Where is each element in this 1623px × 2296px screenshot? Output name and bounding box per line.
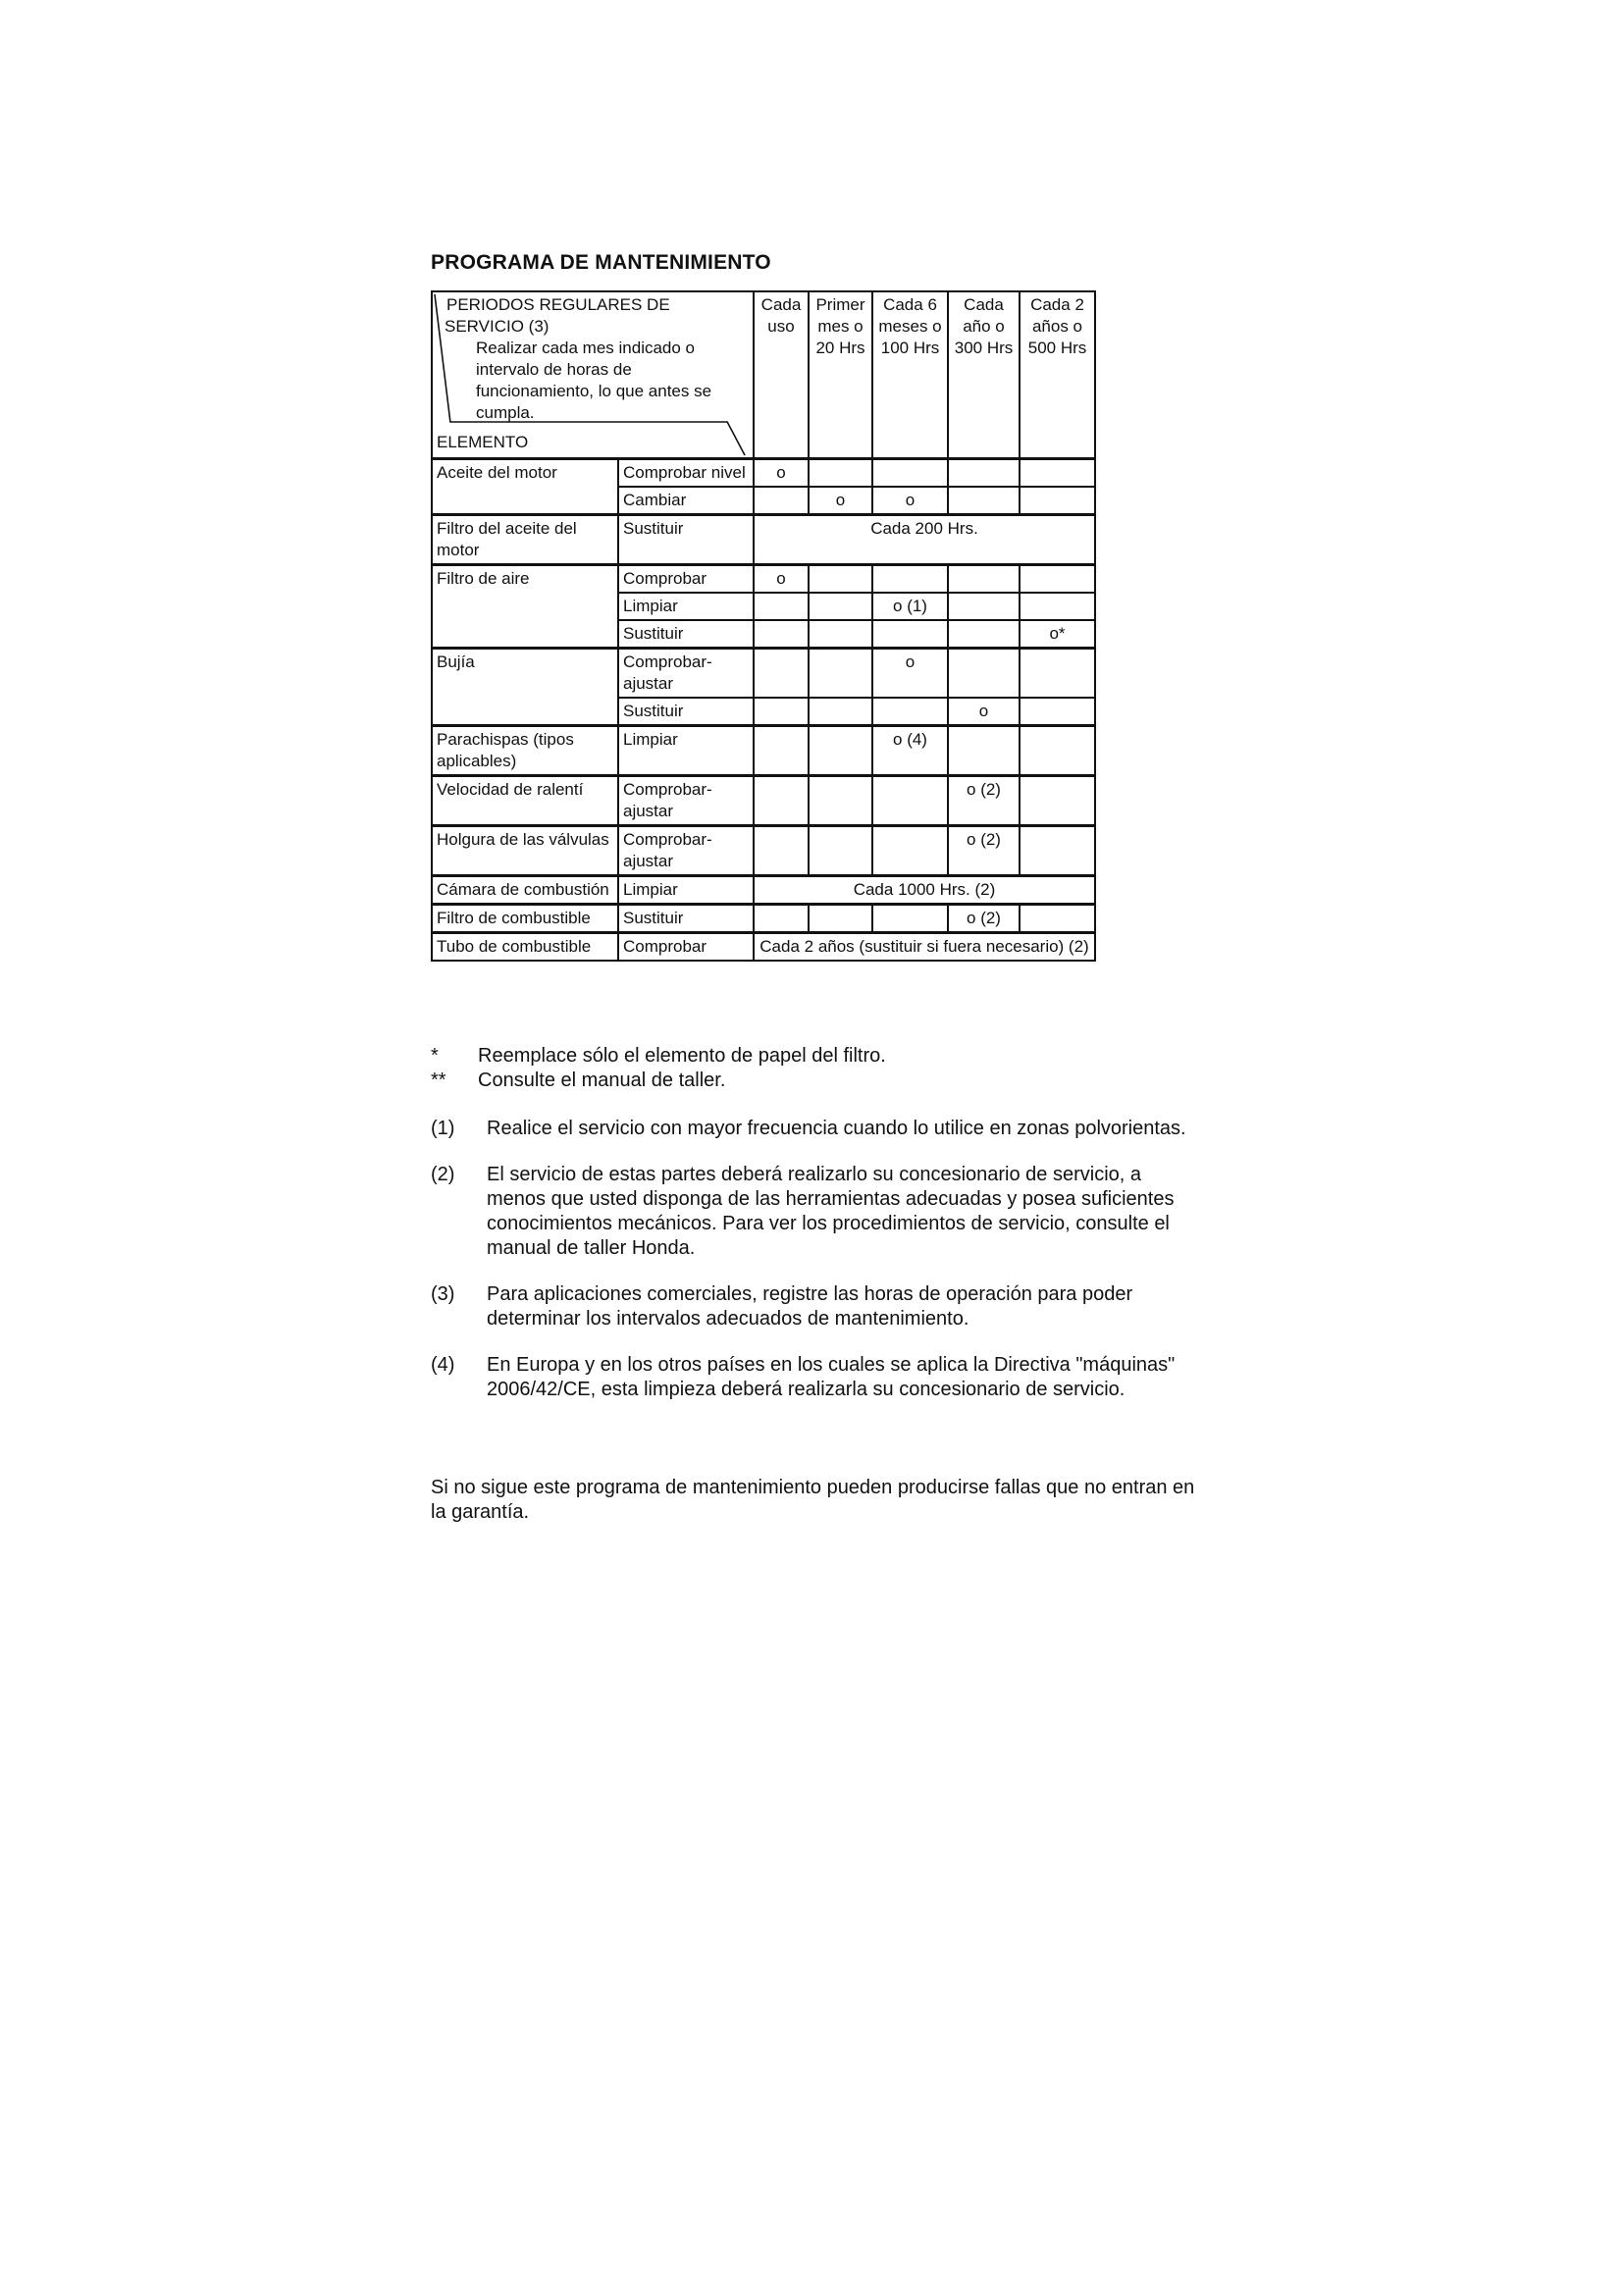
schedule-cell: o <box>809 487 872 515</box>
schedule-cell <box>1020 826 1095 876</box>
schedule-cell <box>754 593 809 620</box>
footnotes <box>431 1044 1196 1093</box>
closing-paragraph: Si no sigue este programa de mantenimiento pueden producirse fallas que no entran en la garantía. <box>431 1477 1195 1523</box>
table-row <box>432 905 1095 933</box>
action-cell: Sustituir <box>618 905 754 933</box>
schedule-cell: o <box>872 649 948 699</box>
note-text: El servicio de estas partes deberá realizarlo su concesionario de servicio, a menos que usted disponga de las herramientas adecuadas y posea suficientes conocimientos mecánicos. Para ver los procedimientos de servicio, consulte el manual de taller Honda. <box>487 1164 1175 1259</box>
action-cell: Sustituir <box>618 515 754 565</box>
table-row <box>432 933 1095 962</box>
schedule-cell <box>872 776 948 826</box>
item-cell: Aceite del motor <box>432 459 618 515</box>
schedule-cell <box>754 487 809 515</box>
note-item <box>431 1282 1196 1331</box>
schedule-cell <box>948 649 1020 699</box>
column-header: Cada año o 300 Hrs <box>948 291 1020 459</box>
item-cell: Velocidad de ralentí <box>432 776 618 826</box>
schedule-cell: o (2) <box>948 826 1020 876</box>
item-cell: Filtro de aire <box>432 565 618 649</box>
item-cell: Filtro de combustible <box>432 905 618 933</box>
item-cell: Tubo de combustible <box>432 933 618 962</box>
item-cell: Filtro del aceite del motor <box>432 515 618 565</box>
schedule-cell <box>872 905 948 933</box>
schedule-cell <box>948 726 1020 776</box>
action-cell: Comprobar <box>618 565 754 594</box>
schedule-cell <box>948 593 1020 620</box>
schedule-cell <box>948 565 1020 594</box>
item-cell: Holgura de las válvulas <box>432 826 618 876</box>
schedule-cell <box>1020 593 1095 620</box>
schedule-cell: o (1) <box>872 593 948 620</box>
table-row <box>432 649 1095 699</box>
schedule-cell: o <box>872 487 948 515</box>
schedule-cell <box>872 565 948 594</box>
span-cell: Cada 1000 Hrs. (2) <box>754 876 1095 905</box>
table-row <box>432 565 1095 594</box>
column-header: Cada 6 meses o 100 Hrs <box>872 291 948 459</box>
note-text: En Europa y en los otros países en los cuales se aplica la Directiva "máquinas" 2006/42/CE, esta limpieza deberá realizarla su concesionario de servicio. <box>487 1354 1176 1400</box>
table-row <box>432 515 1095 565</box>
schedule-cell <box>754 649 809 699</box>
schedule-cell <box>1020 565 1095 594</box>
schedule-cell <box>809 826 872 876</box>
action-cell: Sustituir <box>618 698 754 726</box>
header-note: Realizar cada mes indicado o intervalo de horas de funcionamiento, lo que antes se cumpla. <box>476 339 712 422</box>
schedule-cell <box>1020 487 1095 515</box>
schedule-cell <box>948 620 1020 649</box>
schedule-cell <box>754 905 809 933</box>
action-cell: Comprobar <box>618 933 754 962</box>
header-element-label: ELEMENTO <box>437 433 529 451</box>
schedule-cell <box>809 905 872 933</box>
action-cell: Comprobar-ajustar <box>618 649 754 699</box>
note-text: Realice el servicio con mayor frecuencia cuando lo utilice en zonas polvorientas. <box>487 1118 1186 1139</box>
page-title: PROGRAMA DE MANTENIMIENTO <box>431 251 771 274</box>
footnote-text: Consulte el manual de taller. <box>478 1070 726 1091</box>
schedule-cell <box>1020 459 1095 488</box>
note-item <box>431 1117 1196 1141</box>
schedule-cell: o <box>754 459 809 488</box>
schedule-cell <box>809 776 872 826</box>
schedule-cell <box>1020 905 1095 933</box>
schedule-cell <box>809 726 872 776</box>
schedule-cell <box>754 620 809 649</box>
note-text: Para aplicaciones comerciales, registre las horas de operación para poder determinar los intervalos adecuados de mantenimiento. <box>487 1283 1133 1330</box>
column-header: Primer mes o 20 Hrs <box>809 291 872 459</box>
schedule-cell <box>1020 726 1095 776</box>
schedule-cell <box>809 593 872 620</box>
item-cell: Bujía <box>432 649 618 726</box>
note-number: (3) <box>431 1283 455 1305</box>
header-periods-label: PERIODOS REGULARES DE <box>446 295 670 314</box>
schedule-cell <box>809 565 872 594</box>
table-header-row <box>432 291 1095 459</box>
schedule-cell <box>948 487 1020 515</box>
schedule-cell <box>809 620 872 649</box>
header-service-label: SERVICIO (3) <box>445 317 550 336</box>
schedule-cell <box>872 698 948 726</box>
schedule-cell <box>754 698 809 726</box>
schedule-cell <box>809 649 872 699</box>
schedule-cell: o (2) <box>948 905 1020 933</box>
action-cell: Comprobar-ajustar <box>618 826 754 876</box>
note-number: (4) <box>431 1354 455 1376</box>
action-cell: Limpiar <box>618 593 754 620</box>
schedule-cell <box>872 459 948 488</box>
footnote <box>431 1069 1196 1093</box>
action-cell: Limpiar <box>618 876 754 905</box>
schedule-cell: o <box>754 565 809 594</box>
footnote-mark: ** <box>431 1070 446 1091</box>
action-cell: Comprobar-ajustar <box>618 776 754 826</box>
table-row <box>432 826 1095 876</box>
footnote <box>431 1044 1196 1069</box>
note-number: (2) <box>431 1164 455 1185</box>
column-header: Cada 2 años o 500 Hrs <box>1020 291 1095 459</box>
schedule-cell <box>1020 698 1095 726</box>
span-cell: Cada 200 Hrs. <box>754 515 1095 565</box>
table-row <box>432 459 1095 488</box>
schedule-cell <box>754 826 809 876</box>
schedule-cell: o (2) <box>948 776 1020 826</box>
span-cell: Cada 2 años (sustituir si fuera necesario) (2) <box>754 933 1095 962</box>
action-cell: Comprobar nivel <box>618 459 754 488</box>
footnote-text: Reemplace sólo el elemento de papel del filtro. <box>478 1045 886 1067</box>
schedule-cell: o <box>948 698 1020 726</box>
schedule-cell <box>809 459 872 488</box>
action-cell: Limpiar <box>618 726 754 776</box>
schedule-cell <box>1020 649 1095 699</box>
schedule-cell <box>754 776 809 826</box>
header-corner-cell <box>432 291 754 459</box>
column-header: Cada uso <box>754 291 809 459</box>
schedule-cell <box>872 620 948 649</box>
schedule-cell <box>809 698 872 726</box>
maintenance-schedule-table <box>431 290 1096 962</box>
table-row <box>432 726 1095 776</box>
item-cell: Parachispas (tipos aplicables) <box>432 726 618 776</box>
action-cell: Sustituir <box>618 620 754 649</box>
item-cell: Cámara de combustión <box>432 876 618 905</box>
schedule-cell: o (4) <box>872 726 948 776</box>
table-row <box>432 776 1095 826</box>
schedule-cell <box>948 459 1020 488</box>
schedule-cell <box>872 826 948 876</box>
note-number: (1) <box>431 1118 455 1139</box>
schedule-cell <box>754 726 809 776</box>
schedule-cell <box>1020 776 1095 826</box>
footnote-mark: * <box>431 1045 439 1067</box>
schedule-cell: o* <box>1020 620 1095 649</box>
note-item <box>431 1353 1196 1402</box>
numbered-notes <box>431 1117 1196 1424</box>
table-row <box>432 876 1095 905</box>
action-cell: Cambiar <box>618 487 754 515</box>
note-item <box>431 1163 1196 1261</box>
